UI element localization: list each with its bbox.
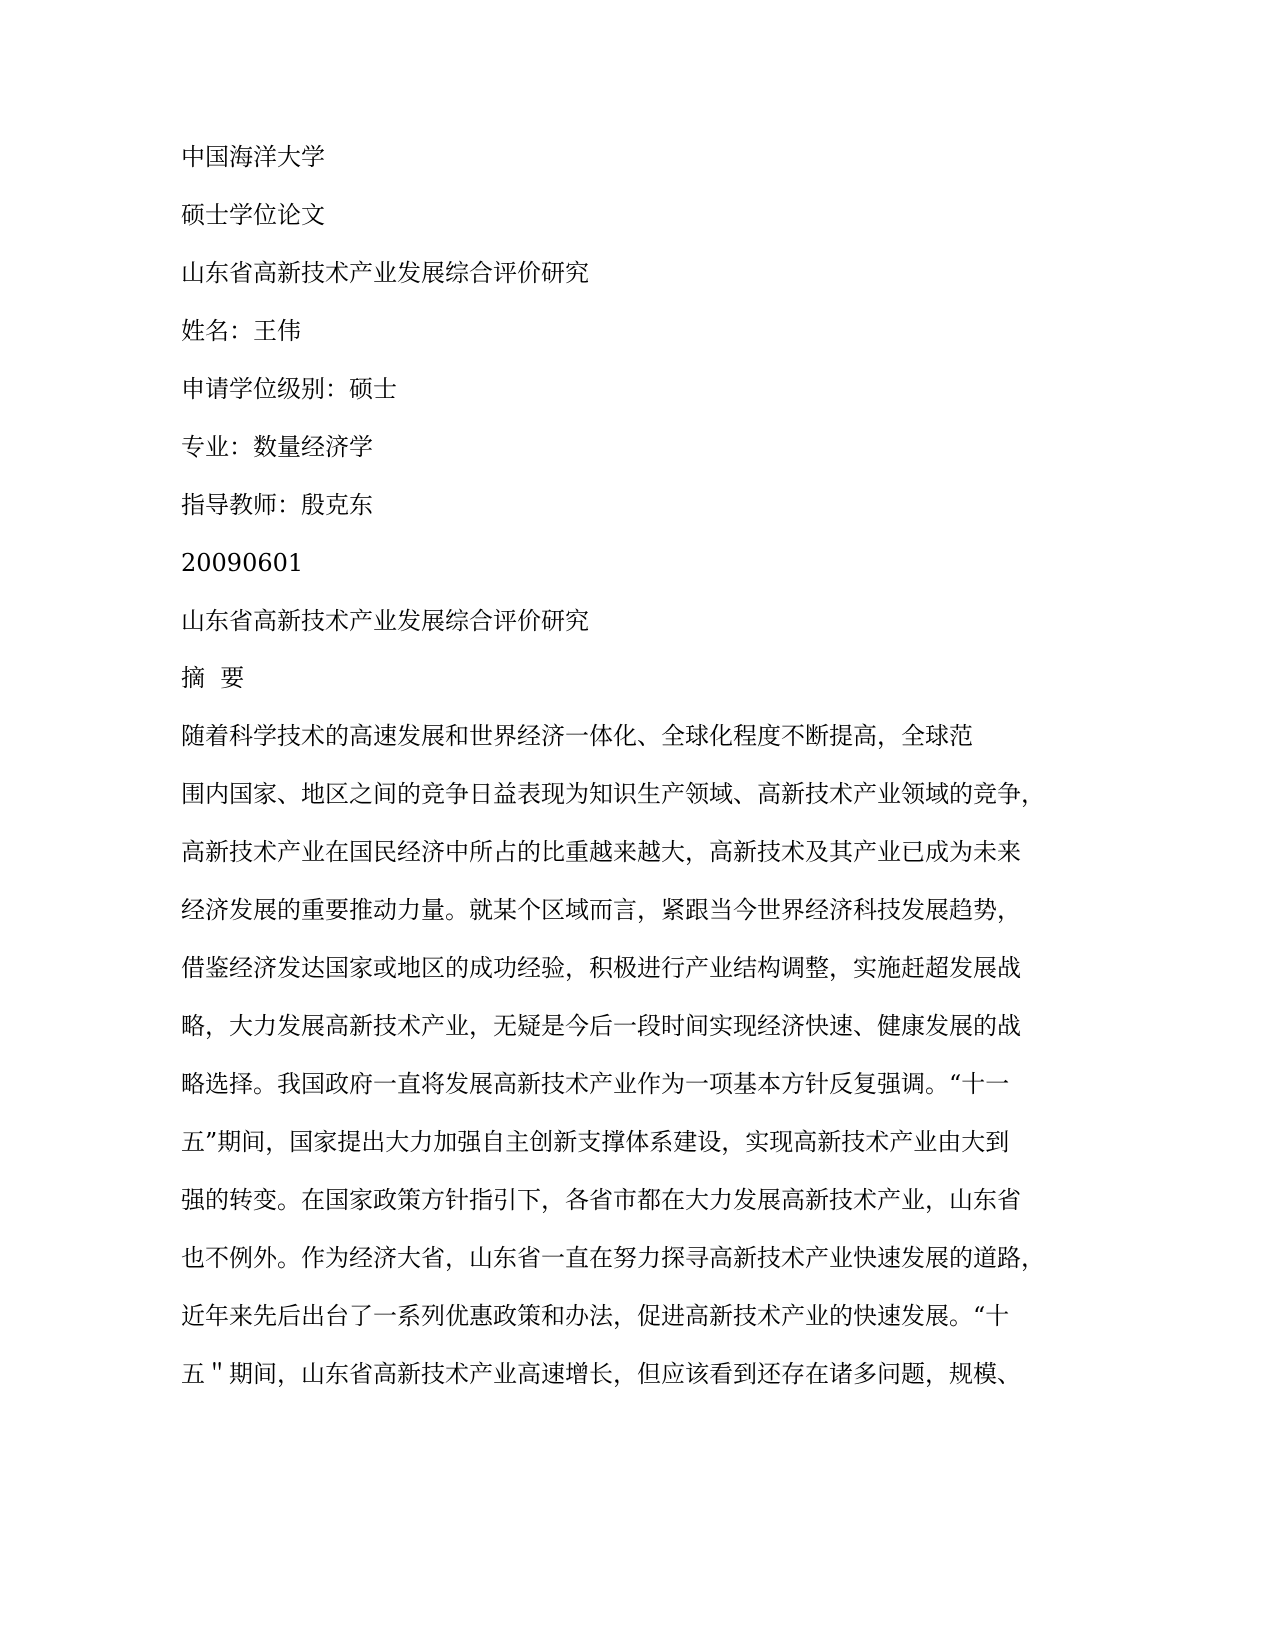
abstract-line: 五”期间，国家提出大力加强自主创新支撑体系建设，实现高新技术产业由大到: [181, 1128, 1010, 1156]
abstract-line: 强的转变。在国家政策方针指引下，各省市都在大力发展高新技术产业，山东省: [181, 1186, 1021, 1214]
abstract-line: 五＂期间，山东省高新技术产业高速增长，但应该看到还存在诸多问题，规模、: [181, 1360, 1021, 1388]
abstract-line: 经济发展的重要推动力量。就某个区域而言，紧跟当今世界经济科技发展趋势，: [181, 896, 1021, 924]
abstract-line: 近年来先后出台了一系列优惠政策和办法，促进高新技术产业的快速发展。“十: [181, 1302, 1010, 1330]
thesis-title: 山东省高新技术产业发展综合评价研究: [181, 259, 589, 287]
author-name: 姓名：王伟: [181, 317, 301, 345]
abstract-heading: 摘 要: [181, 664, 245, 692]
degree-level: 申请学位级别：硕士: [181, 375, 397, 403]
abstract-line: 略，大力发展高新技术产业，无疑是今后一段时间实现经济快速、健康发展的战: [181, 1012, 1021, 1040]
abstract-line: 高新技术产业在国民经济中所占的比重越来越大，高新技术及其产业已成为未来: [181, 838, 1021, 866]
abstract-line: 借鉴经济发达国家或地区的成功经验，积极进行产业结构调整，实施赶超发展战: [181, 954, 1021, 982]
abstract-line: 略选择。我国政府一直将发展高新技术产业作为一项基本方针反复强调。“十一: [181, 1070, 1010, 1098]
university-name: 中国海洋大学: [181, 143, 325, 171]
date: 20090601: [181, 549, 304, 577]
abstract-line: 也不例外。作为经济大省，山东省一直在努力探寻高新技术产业快速发展的道路，: [181, 1244, 1045, 1272]
degree-type: 硕士学位论文: [181, 201, 325, 229]
thesis-title-repeat: 山东省高新技术产业发展综合评价研究: [181, 607, 589, 635]
abstract-line: 围内国家、地区之间的竞争日益表现为知识生产领域、高新技术产业领域的竞争，: [181, 780, 1045, 808]
abstract-line: 随着科学技术的高速发展和世界经济一体化、全球化程度不断提高，全球范: [181, 722, 973, 750]
advisor: 指导教师：殷克东: [181, 491, 373, 519]
major: 专业：数量经济学: [181, 433, 373, 461]
